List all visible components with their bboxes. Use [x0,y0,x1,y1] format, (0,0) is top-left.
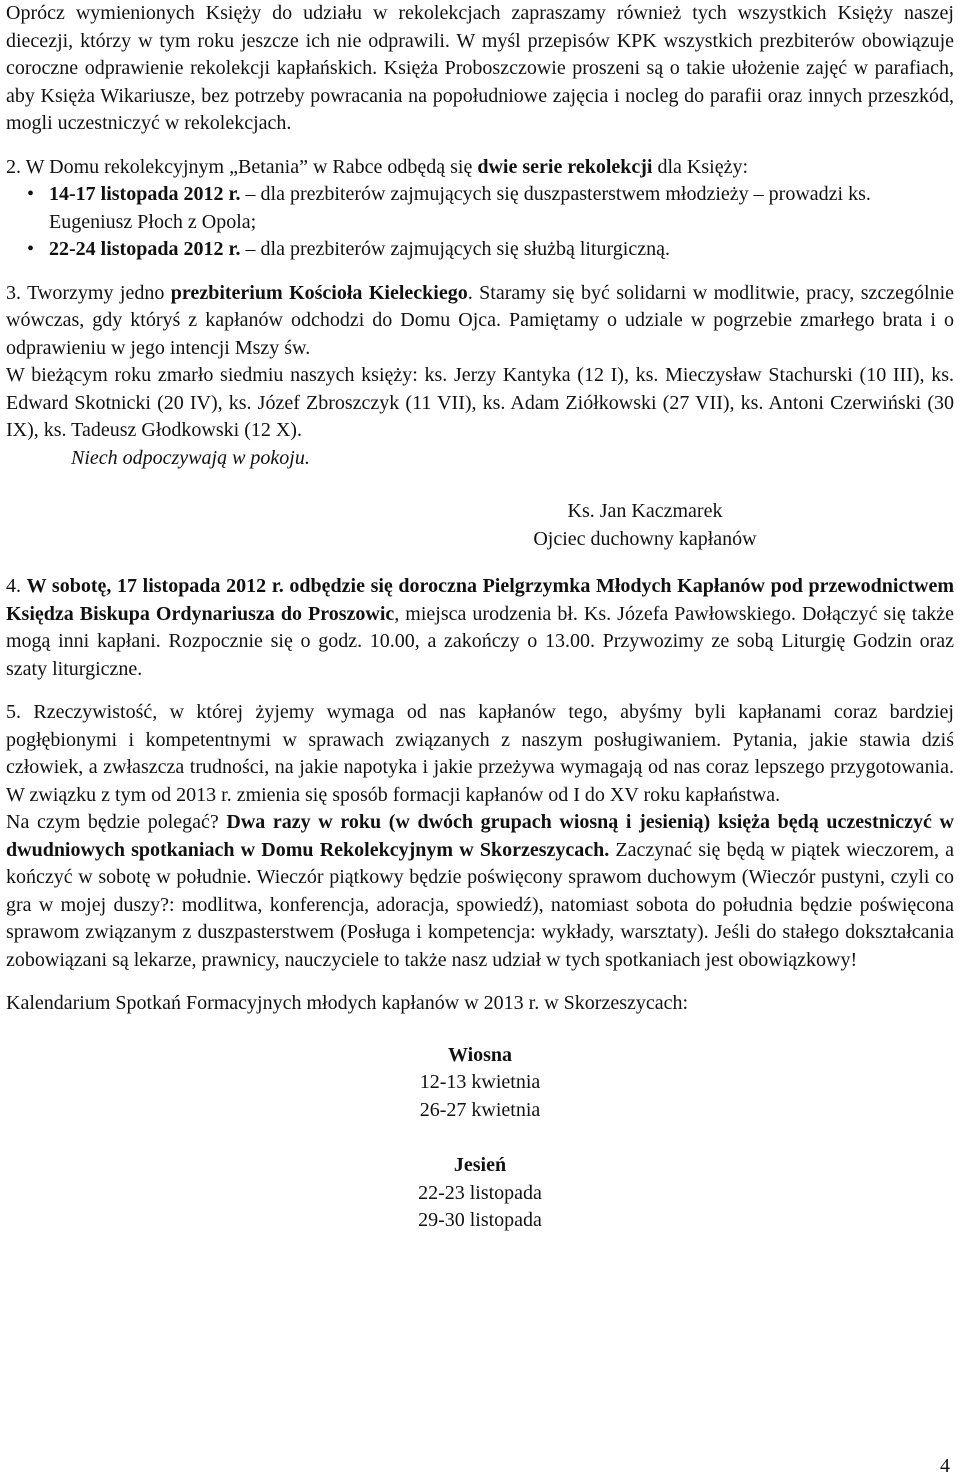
signature-name: Ks. Jan Kaczmarek [567,500,723,522]
retreat-list [6,181,954,264]
item-3-text: . Staramy się być solidarni w modlitwie, pracy, szczególnie wówczas, gdy któryś z kapłanów odchodzi do Domu Ojca. Pamiętamy o udziale w pogrzebie zmarłego brata i o odprawieniu w jego intencji Mszy św. [6,281,955,359]
prayer-line: Niech odpoczywają w pokoju. [71,446,310,469]
retreat-date: 14-17 listopada 2012 r. [49,183,241,205]
intro-paragraph: Oprócz wymienionych Księży do udziału w rekolekcjach zapraszamy również tych wszystkich Księży naszej diecezji, którzy w tym roku jeszcze ich nie odprawili. W myśl przepisów KPK wszystkich prezbiterów obowiązuje coroczne odprawienie rekolekcji kapłańskich. Księża Proboszczowie proszeni są o takie ułożenie zajęć w parafiach, aby Księża Wikariusze, bez potrzeby powracania na popołudniowe zajęcia i nocleg do parafii oraz innych przeszkód, mogli uczestniczyć w rekolekcjach. [6,2,954,134]
retreat-description: – dla prezbiterów zajmujących się duszpasterstwem młodzieży – prowadzi ks. Eugeniusz Płoch z Opola; [49,183,871,233]
question-text: Zaczynać się będą w piątek wieczorem, a kończyć w sobotę w południe. Wieczór piątkowy będzie poświęcony sprawom duchowym (Wieczór pustyni, czyli co gra w mojej duszy?: modlitwa, konferencja, adoracja, spowiedź), natomiast sobota do południa będzie poświęcona sprawom związanym z duszpasterstwem (Posługa i kompetencja: wykłady, warsztaty). Jeśli do stałego dokształcania zobowiązani są lekarze, prawnicy, nauczyciele to także nasz udział w tych spotkaniach jest obowiązkowy! [6,838,955,971]
item-5-paragraph: 5. Rzeczywistość, w której żyjemy wymaga od nas kapłanów tego, abyśmy byli kapłanami coraz bardziej pogłębionymi i kompetentnymi w sprawach związanych z naszym posługiwaniem. Pytania, jakie stawia dziś człowiek, a zwłaszcza trudności, na jakie napotyka i jakie przeżywa wymagają od nas coraz lepszego przygotowania. W związku z tym od 2013 r. zmienia się sposób formacji kapłanów od I do XV roku kapłaństwa. [6,701,954,806]
item-3-bold: prezbiterium Kościoła Kieleckiego [170,281,468,304]
item-2-bold: dwie serie rekolekcji [477,155,653,178]
deceased-paragraph: W bieżącym roku zmarło siedmiu naszych księży: ks. Jerzy Kantyka (12 I), ks. Mieczysław Stachurski (10 III), ks. Edward Skotnicki (20 IV), ks. Józef Zbroszczyk (11 VII), ks. Adam Ziółkowski (27 VII), ks. Antoni Czerwiński (30 IX), ks. Tadeusz Głodkowski (12 X). [6,364,954,441]
item-3-prefix: 3. Tworzymy jedno [6,281,171,304]
item-4-bold-date: W sobotę, 17 listopada 2012 r. [26,575,284,597]
list-item [27,181,954,236]
spring-date: 12-13 kwietnia [419,1071,541,1093]
retreat-date: 22-24 listopada 2012 r. [49,238,241,260]
item-4-bold-text: odbędzie się doroczna Pielgrzymka Młodych Kapłanów pod przewodnictwem Księdza Biskupa Ordynariusza do Proszowic [6,575,954,625]
item-4-paragraph [6,573,954,683]
question-bold: Dwa razy w roku (w dwóch grupach wiosną i jesienią) księża będą uczestniczyć w dwudniowych spotkaniach w Domu Rekolekcyjnym w Skorzeszycach. [6,811,954,861]
spring-date: 26-27 kwietnia [419,1098,541,1121]
page-number: 4 [940,1455,950,1477]
item-5-question-paragraph [6,809,954,974]
autumn-title-text: Jesień [453,1154,507,1176]
autumn-date: 29-30 listopada [418,1209,542,1231]
retreat-description: – dla prezbiterów zajmujących się służbą liturgiczną. [240,238,670,260]
spring-section [6,1042,954,1125]
item-4-text: , miejsca urodzenia bł. Ks. Józefa Pawłowskiego. Dołączyć się także mogą inni kapłani. Rozpocznie się o godz. 10.00, a zakończy o 13.00. Przywozimy ze sobą Liturgię Godzin oraz szaty liturgiczne. [6,602,954,680]
calendar-heading: Kalendarium Spotkań Formacyjnych młodych kapłanów w 2013 r. w Skorzeszycach: [6,992,689,1014]
item-2-suffix: dla Księży: [652,155,749,178]
autumn-section [6,1152,954,1235]
autumn-title [6,1152,954,1180]
item-2-prefix: 2. W Domu rekolekcyjnym „Betania” w Rabce odbędą się [6,155,478,178]
item-4-prefix: 4. [6,575,27,597]
question-prefix: Na czym będzie polegać? [6,811,227,833]
signature-role: Ojciec duchowny kapłanów [533,527,757,550]
spring-title-text: Wiosna [447,1043,513,1066]
spring-title [6,1042,954,1070]
autumn-date: 22-23 listopada [418,1181,542,1204]
list-item [27,236,954,264]
item-3-paragraph [6,280,954,363]
item-2-paragraph [6,154,954,182]
